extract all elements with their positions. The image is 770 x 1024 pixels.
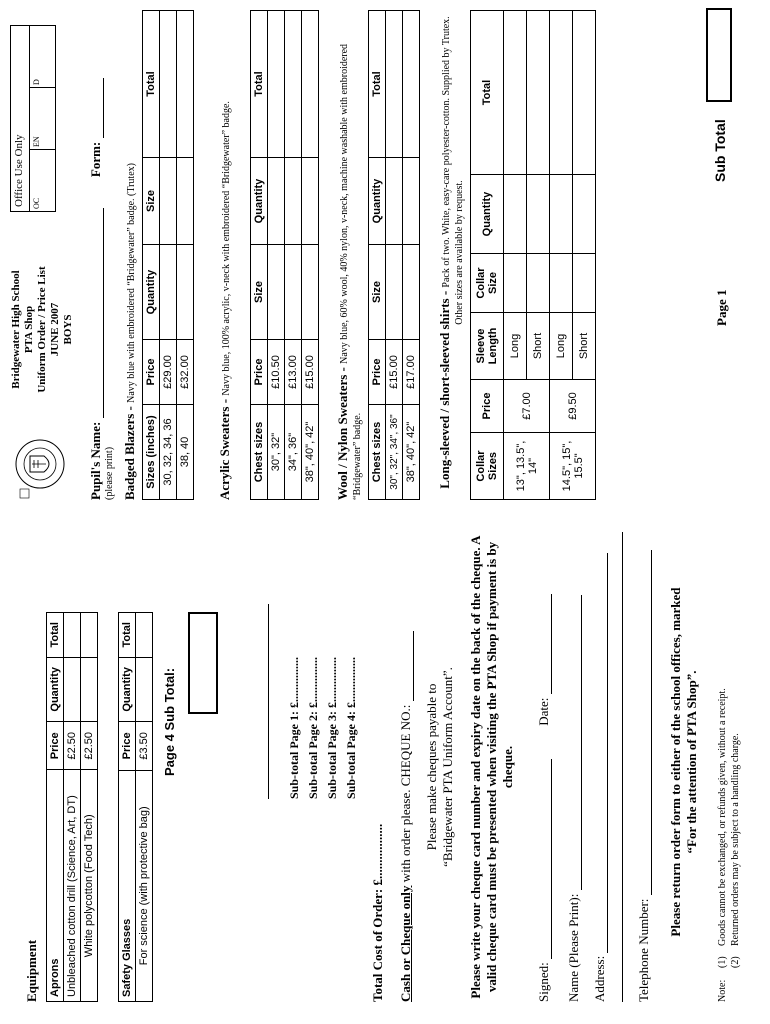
- card-note: Please write your cheque card number and expiry date on the back of the cheque. A valid cheque card must be presented when visiting the PTA Shop if payment is by cheque.: [468, 535, 515, 999]
- quantity-header: Quantity: [143, 245, 160, 340]
- size-value: 30, 32, 34, 36: [160, 405, 177, 500]
- blazers-title: Badged Blazers -: [122, 402, 137, 500]
- address-label: Address:: [592, 955, 607, 1002]
- size-cell[interactable]: [160, 158, 177, 245]
- price-value: £10.50: [268, 340, 285, 405]
- item-price: £3.50: [136, 722, 153, 770]
- size-value: 30", 32", 34", 36": [386, 405, 403, 500]
- table-row: [302, 11, 319, 500]
- wool-desc: Navy blue, 60% wool, 40% nylon, v-neck, machine washable with embroidered “Bridgewater” badge.: [339, 43, 363, 500]
- date-title: JUNE 2007: [49, 302, 61, 357]
- total-cell[interactable]: [64, 613, 81, 658]
- size-value: 38", 40", 42": [302, 405, 319, 500]
- table-row: [268, 11, 285, 500]
- office-use-box: [10, 25, 56, 212]
- subtotal-page-1: Sub-total Page 1: £...............: [287, 657, 301, 799]
- date-label: Date:: [536, 697, 551, 726]
- item-desc: White polycotton (Food Tech): [81, 770, 98, 1002]
- sleeve-long: Long: [504, 313, 527, 380]
- quantity-cell[interactable]: [136, 657, 153, 722]
- size-header: Size: [369, 245, 386, 340]
- total-cell[interactable]: [177, 11, 194, 158]
- office-d[interactable]: D: [32, 79, 41, 85]
- total-cell[interactable]: [136, 613, 153, 658]
- size-header: Size: [143, 158, 160, 245]
- blazers-table: [142, 10, 194, 500]
- price-header: Price: [251, 340, 268, 405]
- school-header: [10, 227, 75, 432]
- equipment-heading: Equipment: [24, 939, 39, 1002]
- return-note-1: Please return order form to either of the school offices, marked: [668, 587, 683, 937]
- table-row: [177, 11, 194, 500]
- note-label: Note:: [717, 979, 728, 1002]
- quantity-cell[interactable]: [160, 245, 177, 340]
- sleeve-short: Short: [527, 313, 550, 380]
- acrylic-desc: Navy blue, 100% acrylic, v-neck with embroidered “Bridgewater” badge.: [221, 101, 232, 396]
- aprons-table: [46, 612, 98, 1002]
- total-cell[interactable]: [573, 11, 596, 175]
- chest-header: Chest sizes: [369, 405, 386, 500]
- office-oc[interactable]: OC: [30, 149, 55, 211]
- total-cell[interactable]: [302, 11, 319, 158]
- table-row: [285, 11, 302, 500]
- wool-heading: [336, 5, 364, 500]
- date-field[interactable]: [551, 594, 552, 694]
- collar-size-cell[interactable]: [573, 254, 596, 313]
- quantity-cell[interactable]: [527, 175, 550, 254]
- quantity-cell[interactable]: [573, 175, 596, 254]
- total-header: Total: [47, 613, 64, 658]
- total-header: Total: [471, 11, 504, 175]
- acrylic-table: [250, 10, 319, 500]
- pupil-name-label: Pupil's Name:: [88, 421, 103, 500]
- size-cell[interactable]: [268, 245, 285, 340]
- office-en[interactable]: EN: [30, 87, 55, 149]
- page4-subtotal-box[interactable]: [188, 612, 218, 714]
- quantity-cell[interactable]: [81, 657, 98, 722]
- price-header: Price: [471, 380, 504, 433]
- name-label: Name (Please Print):: [566, 893, 581, 1002]
- page-number: Page 1: [714, 289, 729, 326]
- total-cell[interactable]: [403, 11, 420, 158]
- size-header: Size: [251, 245, 268, 340]
- subtotal-page-3: Sub-total Page 3: £...............: [325, 657, 339, 799]
- chest-header: Chest sizes: [251, 405, 268, 500]
- aprons-header: Aprons: [47, 770, 64, 1002]
- sleeve-header: Sleeve Length: [471, 313, 504, 380]
- quantity-header: Quantity: [47, 657, 64, 722]
- table-row: [64, 613, 81, 1002]
- total-cell[interactable]: [527, 11, 550, 175]
- glasses-header: Safety Glasses: [119, 770, 136, 1001]
- item-desc: Unbleached cotton drill (Science, Art, DT): [64, 770, 81, 1002]
- price-header: Price: [119, 722, 136, 770]
- cash-label: Cash or Cheque only: [398, 885, 413, 1002]
- address-field[interactable]: [607, 553, 608, 953]
- telephone-field[interactable]: [651, 550, 652, 895]
- quantity-cell[interactable]: [177, 245, 194, 340]
- total-header: Total: [143, 11, 160, 158]
- form-field[interactable]: [103, 79, 104, 139]
- price-value: £9.50: [550, 380, 596, 433]
- total-cell[interactable]: [504, 11, 527, 175]
- name-field[interactable]: [581, 595, 582, 890]
- shirts-heading: [438, 5, 466, 500]
- sub-total-box[interactable]: [706, 8, 732, 102]
- quantity-header: Quantity: [369, 158, 386, 245]
- total-cell[interactable]: [386, 11, 403, 158]
- table-row: [504, 11, 527, 500]
- price-value: £29.00: [160, 340, 177, 405]
- table-row: [136, 613, 153, 1002]
- price-value: £13.00: [285, 340, 302, 405]
- quantity-cell[interactable]: [302, 158, 319, 245]
- school-crest-icon: [10, 434, 70, 500]
- subtotal-page-2: Sub-total Page 2: £...............: [306, 657, 320, 799]
- collar-size-cell[interactable]: [550, 254, 573, 313]
- note-text: Returned orders may be subject to a handling charge.: [730, 733, 741, 946]
- cheque-payable: [424, 532, 456, 1002]
- subtotal-page-4: Sub-total Page 4: £...............: [344, 657, 358, 799]
- divider: [268, 604, 269, 799]
- collar-sizes-header: Collar Sizes: [471, 433, 504, 500]
- price-value: £15.00: [302, 340, 319, 405]
- shirts-desc: Pack of two. White, easy-care polyester-cotton. Supplied by Trutex. Other sizes are available by request.: [441, 16, 465, 325]
- signature-field[interactable]: [551, 759, 552, 959]
- size-value: 30", 32": [268, 405, 285, 500]
- notes: [716, 688, 742, 1002]
- quantity-cell[interactable]: [268, 158, 285, 245]
- item-price: £2.50: [64, 722, 81, 770]
- signed-label: Signed:: [536, 962, 551, 1002]
- pupil-name-field[interactable]: [103, 208, 104, 418]
- telephone-line: [636, 512, 652, 1002]
- name-line: [566, 512, 582, 1002]
- total-cell[interactable]: [268, 11, 285, 158]
- signed-line: [536, 512, 552, 1002]
- collar-value: 13", 13.5", 14": [504, 433, 550, 500]
- wool-table: [368, 10, 420, 500]
- total-cost: Total Cost of Order: £.................: [370, 823, 385, 1002]
- quantity-header: Quantity: [251, 158, 268, 245]
- quantity-header: Quantity: [119, 657, 136, 722]
- price-value: £32.00: [177, 340, 194, 405]
- quantity-cell[interactable]: [504, 175, 527, 254]
- quantity-cell[interactable]: [403, 158, 420, 245]
- total-cell[interactable]: [160, 11, 177, 158]
- blazers-desc: Navy blue with embroidered “Bridgewater” badge. (Trutex): [126, 163, 137, 403]
- table-row: [81, 613, 98, 1002]
- gender-title: BOYS: [62, 314, 74, 345]
- table-row: [386, 11, 403, 500]
- quantity-cell[interactable]: [64, 657, 81, 722]
- address-line: [592, 512, 608, 1002]
- collar-size-cell[interactable]: [504, 254, 527, 313]
- table-row: [550, 11, 573, 500]
- total-header: Total: [119, 613, 136, 658]
- sub-total-label: Sub Total: [712, 119, 728, 182]
- total-cell[interactable]: [81, 613, 98, 658]
- quantity-cell[interactable]: [550, 175, 573, 254]
- size-cell[interactable]: [403, 245, 420, 340]
- size-value: 34", 36": [285, 405, 302, 500]
- note-num: (2): [730, 956, 741, 968]
- page-4-panel: [0, 512, 770, 1024]
- shop-name: PTA Shop: [23, 305, 35, 354]
- glasses-table: [118, 612, 153, 1002]
- size-cell[interactable]: [177, 158, 194, 245]
- price-header: Price: [369, 340, 386, 405]
- collar-size-header: Collar Size: [471, 254, 504, 313]
- return-note: [668, 522, 700, 1002]
- sleeve-short: Short: [573, 313, 596, 380]
- item-price: £2.50: [81, 722, 98, 770]
- total-cell[interactable]: [550, 11, 573, 175]
- address-extra-line[interactable]: [622, 532, 623, 1002]
- price-value: £7.00: [504, 380, 550, 433]
- blazers-heading: [122, 5, 138, 500]
- size-cell[interactable]: [285, 245, 302, 340]
- wool-title: Wool / Nylon Sweaters -: [335, 363, 350, 500]
- total-header: Total: [369, 11, 386, 158]
- quantity-cell[interactable]: [386, 158, 403, 245]
- collar-size-cell[interactable]: [527, 254, 550, 313]
- size-value: 38, 40: [177, 405, 194, 500]
- size-cell[interactable]: [386, 245, 403, 340]
- page4-subtotal-label: Page 4 Sub Total:: [162, 667, 177, 776]
- quantity-cell[interactable]: [285, 158, 302, 245]
- acrylic-title: Acrylic Sweaters -: [217, 395, 232, 500]
- table-row: [403, 11, 420, 500]
- sleeve-long: Long: [550, 313, 573, 380]
- price-list-title: Uniform Order / Price List: [36, 266, 48, 393]
- total-header: Total: [251, 11, 268, 158]
- price-header: Price: [47, 722, 64, 770]
- form-label: Form:: [88, 141, 103, 178]
- price-value: £15.00: [386, 340, 403, 405]
- return-note-2: “For the attention of PTA Shop”.: [684, 670, 699, 854]
- pupil-line: [88, 10, 104, 500]
- subtotal-list: [285, 657, 361, 799]
- school-name: Bridgewater High School: [10, 270, 22, 389]
- cash-rest: with order please. CHEQUE NO.:: [398, 704, 413, 886]
- cheque-no-field[interactable]: [413, 631, 414, 701]
- size-value: 38", 40", 42": [403, 405, 420, 500]
- shirts-table: [470, 10, 596, 500]
- cheque-note-2: “Bridgewater PTA Uniform Account”.: [440, 667, 455, 867]
- note-text: Goods cannot be exchanged, or refunds given, without a receipt.: [717, 688, 728, 946]
- note-num: (1): [717, 956, 728, 968]
- shirts-title: Long-sleeved / short-sleeved shirts -: [437, 287, 452, 489]
- item-desc: For science (with protective bag): [136, 770, 153, 1001]
- cash-line: [398, 532, 414, 1002]
- office-use-title: Office Use Only: [11, 26, 30, 211]
- please-print: (please print): [104, 446, 115, 500]
- table-row: [160, 11, 177, 500]
- price-header: Price: [143, 340, 160, 405]
- sizes-header: Sizes (inches): [143, 405, 160, 500]
- price-value: £17.00: [403, 340, 420, 405]
- telephone-label: Telephone Number:: [636, 898, 651, 1002]
- collar-value: 14.5", 15", 15.5": [550, 433, 596, 500]
- cheque-note-1: Please make cheques payable to: [424, 683, 439, 851]
- quantity-header: Quantity: [471, 175, 504, 254]
- acrylic-heading: [218, 5, 233, 500]
- size-cell[interactable]: [302, 245, 319, 340]
- total-cell[interactable]: [285, 11, 302, 158]
